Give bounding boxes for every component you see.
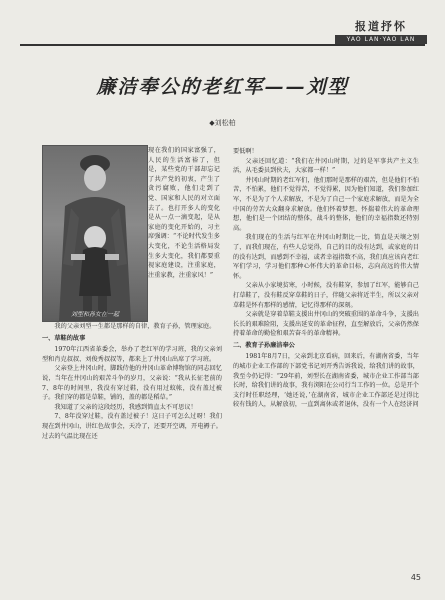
paragraph: 我的父亲刘型一生都是那样的自律，教育子孙，管理家庭。: [54, 323, 216, 330]
column-title: 报道抒怀: [355, 20, 407, 33]
paragraph: 要低啊！: [233, 148, 258, 155]
photo-caption: 刘型和孙女在一起: [70, 311, 119, 318]
paragraph: 父亲还回忆道：“我们在井冈山时期，过的是军事共产主义生活，从毛委员到伙夫，大家都一样！”: [233, 157, 419, 175]
paragraph: 1970年江西省革委会，举办了老红军的学习班，我的父亲刘型和肖克叔叔、刘俊秀叔叔等，都来上了井冈山出席了学习班。: [42, 346, 222, 363]
page-number: 45: [410, 573, 421, 582]
paragraph: 我知道了父亲的这段经历，我感到简直太不可思议！: [54, 403, 197, 411]
paragraph: 1981年8月7日，父亲到北京看病，回来后，有湖南省委，当年的城市企业工作部的下部党书记刘开秀告诉我说，给我们讲的故事，我至今仍记得：“29年前，刘型长在湖南省委，城市企业工作部当部长时，给我们讲的故事，我有浏阳在公司行当工作的一位。总是开个支行时任职经理，‘她还说，’在湖南省，城市企业工作部还是过得比较有钱的人，从解放初，一直到离休或者退休，没有一个人在经济问: [233, 353, 419, 409]
section-heading: 一、草鞋的故事: [42, 334, 86, 342]
article-title: 廉洁奉公的老红军——刘型: [96, 76, 349, 98]
article-byline: ◆刘松柏: [209, 119, 236, 127]
section-heading: 二、教育子孙廉洁奉公: [233, 341, 295, 349]
column-tag: [335, 20, 427, 42]
paragraph: 父亲登上井冈山时，脚践侍他的井冈山革命博物馆的同志回忆说，当年在井冈山的艰苦斗争的岁月，父亲说：“我从长征老前的7、8年的时间里，我没有穿过鞋，没有用过蚊帐，没有盖过被子。我们穿的都是草鞋，铺的，盖的都是稻草。”: [42, 365, 222, 402]
photo-illustration: [43, 146, 147, 321]
column-title-pinyin: YAO LAN·YAO LAN: [335, 35, 427, 44]
intro-column: [148, 146, 220, 280]
paragraph: 我们现在的生活与红军在井冈山时期比一比，简直是天壤之别了，而我们现在，有些人总觉得，自己的目的没有达到，或家庭的目的没有达到，而感到不幸福，或者幸福指数不高，我们真应该向老红军们学习，学习他们那种心怀伟大的革命目标，志向高远的伟大情怀。: [233, 234, 419, 280]
paragraph: 父亲从小家境贫寒，小时候，没有鞋穿，参加了红军，能够自己打草鞋了，没有鞋反穿草鞋的日子，伴随父亲将近半生，所以父亲对草鞋是怀有那样的感情，记忆得那样的深刻。: [233, 282, 419, 309]
paragraph: 井冈山时期的老红军们，他们那时是那样的艰苦，但是他们不怕苦，不怕累，他们不觉得苦，不觉得累，因为他们知道，我们参加红军，不是为了个人求解放，不是为了自己一个家庭求解放，而是为全中国的劳苦大众翻身求解放。他们怀着梦想、怀揣着伟大的革命理想，他们是一个团结的整体，战斗的整体，他们的幸福指数还特别高。: [233, 176, 419, 232]
left-column-body: [42, 322, 222, 441]
right-column-body: [233, 147, 419, 410]
historical-photo: [42, 145, 148, 322]
paragraph: 7、8年没穿过鞋，没有盖过被子！这日子可怎么过呀！我们现在到井冈山，讲红色故事会，天冷了，还要开空调，开电褥子。过去的气温比现在还: [42, 413, 222, 440]
intro-paragraph: 现在我们的国家富强了，人民的生活富裕了，但是，某些党的干部却忘记了共产党的初衷，产生了贪污腐败，他们走到了党、国家和人民的对立面去了。也打开多人的变化是从一点一滴变起，是从家庭的变化开始的，习主席强调：“不论时代发生多大变化，不论生活格局发生多大变化，我们都要重视家庭建设，注重家庭，注重家教，注重家风！”: [148, 147, 220, 279]
paragraph: 父亲就是穿着草鞋支援出井冈山的突破重围的革命斗争，支援出长长的艰难险阻，支援出延安的革命征程，直至解放后，父亲仍然保持着革命的勤俭和艰苦奋斗的革命精神。: [233, 311, 419, 338]
header-divider: [20, 44, 425, 46]
